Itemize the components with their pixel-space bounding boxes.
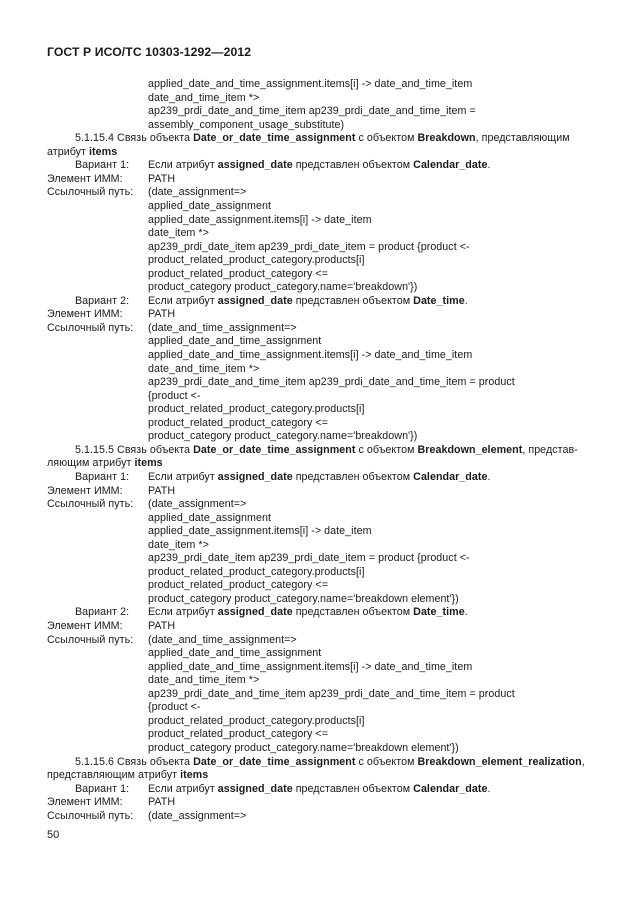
text-line xyxy=(148,254,364,268)
text-line xyxy=(148,173,175,187)
text-line xyxy=(148,92,259,106)
field-label: Элемент ИММ: xyxy=(47,796,123,809)
text-run: applied_date_and_time_assignment.items[i] -> date_and_time_item xyxy=(148,78,473,90)
text-run: ap239_prdi_date_and_time_item ap239_prdi_date_and_time_item = xyxy=(148,105,476,118)
bold-term: Breakdown xyxy=(417,132,476,145)
text-line xyxy=(148,417,328,431)
text-line xyxy=(148,78,472,92)
text-run: PATH xyxy=(148,308,176,321)
heading-continuation xyxy=(47,769,208,783)
bold-term: Breakdown_element_realization xyxy=(417,755,582,768)
text-run: date_item *> xyxy=(148,538,209,551)
bold-term: assigned_date xyxy=(217,606,293,619)
text-line xyxy=(148,796,175,810)
field-label: Вариант 1: xyxy=(75,470,130,483)
text-run: PATH xyxy=(148,484,176,497)
text-line xyxy=(148,322,297,336)
bold-term: Calendar_date xyxy=(413,470,488,483)
text-line xyxy=(148,512,271,526)
text-line xyxy=(148,227,209,241)
text-run: представляющим атрибут xyxy=(47,769,181,782)
text-line xyxy=(148,539,209,553)
text-run: (date_and_time_assignment=> xyxy=(148,321,297,334)
text-run: Если атрибут xyxy=(148,782,218,795)
text-run: product_related_product_category <= xyxy=(148,579,328,592)
text-run: с объектом xyxy=(355,132,418,145)
text-run: product_category product_category.name='breakdown element'}) xyxy=(148,592,459,605)
text-run: Если атрибут xyxy=(148,159,218,172)
text-line xyxy=(148,634,297,648)
text-run: applied_date_and_time_assignment.items[i] -> date_and_time_item xyxy=(148,349,473,361)
text-run: product_category product_category.name='breakdown element'}) xyxy=(148,741,459,754)
text-run: product_related_product_category.products[i] xyxy=(148,254,365,267)
text-line xyxy=(148,810,246,824)
text-line xyxy=(148,349,472,363)
text-line xyxy=(148,485,175,499)
text-run: assembly_component_usage_substitute) xyxy=(148,118,345,131)
bold-term: Date_or_date_time_assignment xyxy=(193,132,356,145)
text-run: applied_date_assignment.items[i] -> date_item xyxy=(148,525,372,538)
text-run: ap239_prdi_date_and_time_item ap239_prdi_date_and_time_item = product xyxy=(148,376,515,389)
text-run: product_related_product_category <= xyxy=(148,267,328,280)
text-run: 5.1.15.6 Связь объекта xyxy=(75,755,194,768)
bold-term: Breakdown_element xyxy=(417,443,523,456)
text-run: . xyxy=(464,606,468,619)
field-label: Ссылочный путь: xyxy=(47,321,134,334)
text-line xyxy=(148,593,459,607)
text-line xyxy=(148,186,246,200)
text-run: date_item *> xyxy=(148,227,209,240)
text-run: ap239_prdi_date_and_time_item ap239_prdi_date_and_time_item = product xyxy=(148,687,515,700)
text-line xyxy=(148,783,491,797)
text-line xyxy=(148,308,175,322)
bold-term: items xyxy=(89,145,118,158)
bold-term: Date_time xyxy=(413,294,465,307)
text-run: представлен объектом xyxy=(292,294,414,307)
field-label: Ссылочный путь: xyxy=(47,633,134,646)
text-run: product_related_product_category.products[i] xyxy=(148,714,365,727)
bold-term: Calendar_date xyxy=(413,782,488,795)
text-run: product_related_product_category.products[i] xyxy=(148,403,365,416)
text-line xyxy=(148,661,472,675)
field-label: Вариант 1: xyxy=(75,782,130,795)
text-run: {product <- xyxy=(148,701,201,714)
heading-continuation xyxy=(47,457,163,471)
text-run: date_and_time_item *> xyxy=(148,674,260,687)
text-run: . xyxy=(487,159,491,172)
bold-term: assigned_date xyxy=(217,782,293,795)
text-run: applied_date_assignment xyxy=(148,511,271,524)
text-run: представлен объектом xyxy=(292,470,414,483)
text-run: product_category product_category.name='breakdown'}) xyxy=(148,281,418,294)
text-run: атрибут xyxy=(47,145,90,158)
field-label: Ссылочный путь: xyxy=(47,809,134,822)
text-line xyxy=(148,728,328,742)
text-run: (date_assignment=> xyxy=(148,186,247,199)
field-label: Вариант 1: xyxy=(75,159,130,172)
text-line xyxy=(148,674,259,688)
field-label: Элемент ИММ: xyxy=(47,172,123,185)
text-run: (date_and_time_assignment=> xyxy=(148,633,297,646)
text-line xyxy=(148,159,491,173)
text-line xyxy=(148,742,459,756)
text-run: Если атрибут xyxy=(148,294,218,307)
text-line xyxy=(148,498,246,512)
text-line xyxy=(148,390,201,404)
text-run: . xyxy=(487,470,491,483)
text-run: applied_date_assignment.items[i] -> date_item xyxy=(148,213,372,226)
text-run: ap239_prdi_date_item ap239_prdi_date_item = product {product <- xyxy=(148,552,470,565)
text-run: Если атрибут xyxy=(148,606,218,619)
text-line xyxy=(148,376,515,390)
text-run: представлен объектом xyxy=(292,782,414,795)
text-run: applied_date_and_time_assignment xyxy=(148,335,322,348)
text-run: представлен объектом xyxy=(292,159,414,172)
text-run: product_related_product_category.products[i] xyxy=(148,565,365,578)
text-run: Если атрибут xyxy=(148,470,218,483)
text-line xyxy=(148,403,364,417)
section-heading xyxy=(75,756,585,770)
text-line xyxy=(148,119,344,133)
text-line xyxy=(148,606,468,620)
text-run: , представляющим xyxy=(475,132,570,145)
bold-term: assigned_date xyxy=(217,159,293,172)
text-line xyxy=(148,688,515,702)
section-heading xyxy=(75,444,578,458)
text-run: с объектом xyxy=(355,443,418,456)
field-label: Элемент ИММ: xyxy=(47,620,123,632)
text-run: . xyxy=(487,782,491,795)
text-run: (date_assignment=> xyxy=(148,809,247,822)
heading-continuation xyxy=(47,146,117,160)
text-run: , представ- xyxy=(522,443,578,456)
bold-term: Date_or_date_time_assignment xyxy=(193,443,356,456)
text-run: product_category product_category.name='breakdown'}) xyxy=(148,430,418,443)
text-line xyxy=(148,552,470,566)
text-run: . xyxy=(464,294,468,307)
bold-term: Calendar_date xyxy=(413,159,488,172)
text-line xyxy=(148,701,201,715)
text-run: date_and_time_item *> xyxy=(148,91,260,104)
text-run: 5.1.15.4 Связь объекта xyxy=(75,132,194,145)
text-line xyxy=(148,268,328,282)
bold-term: assigned_date xyxy=(217,470,293,483)
text-run: date_and_time_item *> xyxy=(148,362,260,375)
bold-term: Date_or_date_time_assignment xyxy=(193,755,356,768)
text-run: PATH xyxy=(148,620,176,632)
text-line xyxy=(148,214,372,228)
text-line xyxy=(148,281,417,295)
text-run: ляющим атрибут xyxy=(47,457,135,470)
text-line xyxy=(148,620,175,634)
text-run: , xyxy=(581,755,585,768)
document-header: ГОСТ Р ИСО/ТС 10303-1292—2012 xyxy=(47,45,252,59)
text-run: с объектом xyxy=(355,755,418,768)
text-line xyxy=(148,105,476,119)
field-label: Элемент ИММ: xyxy=(47,308,123,321)
text-run: {product <- xyxy=(148,389,201,402)
bold-term: items xyxy=(180,769,209,782)
text-line xyxy=(148,295,468,309)
text-run: 5.1.15.5 Связь объекта xyxy=(75,443,194,456)
text-run: product_related_product_category <= xyxy=(148,728,328,741)
bold-term: assigned_date xyxy=(217,294,293,307)
field-label: Вариант 2: xyxy=(75,606,130,619)
field-label: Элемент ИММ: xyxy=(47,484,123,497)
text-line xyxy=(148,715,364,729)
bold-term: items xyxy=(134,457,163,470)
page-number: 50 xyxy=(47,829,60,841)
section-heading xyxy=(75,132,570,146)
text-run: applied_date_and_time_assignment xyxy=(148,647,322,660)
text-run: представлен объектом xyxy=(292,606,414,619)
text-run: PATH xyxy=(148,172,176,185)
text-line xyxy=(148,241,470,255)
text-line xyxy=(148,335,321,349)
field-label: Вариант 2: xyxy=(75,294,130,307)
bold-term: Date_time xyxy=(413,606,465,619)
text-run: applied_date_and_time_assignment.items[i] -> date_and_time_item xyxy=(148,660,473,673)
text-line xyxy=(148,525,372,539)
field-label: Ссылочный путь: xyxy=(47,186,134,199)
text-run: (date_assignment=> xyxy=(148,498,247,511)
text-run: product_related_product_category <= xyxy=(148,416,328,429)
text-line xyxy=(148,200,271,214)
text-line xyxy=(148,647,321,661)
text-run: ap239_prdi_date_item ap239_prdi_date_item = product {product <- xyxy=(148,240,470,253)
text-run: PATH xyxy=(148,796,176,809)
text-line xyxy=(148,566,364,580)
text-run: applied_date_assignment xyxy=(148,199,271,212)
text-line xyxy=(148,579,328,593)
text-line xyxy=(148,363,259,377)
text-line xyxy=(148,430,417,444)
text-line xyxy=(148,471,491,485)
field-label: Ссылочный путь: xyxy=(47,498,134,511)
